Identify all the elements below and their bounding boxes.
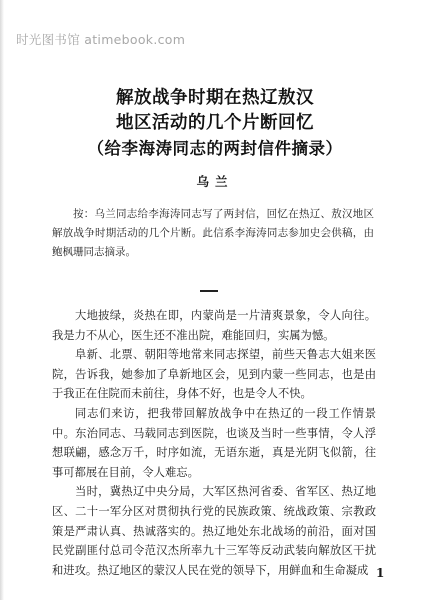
author-name: 乌兰 bbox=[196, 174, 234, 189]
body-paragraph: 大地披绿，炎热在即，内蒙尚是一片清爽景象，令人向往。我是力不从心，医生还不准出院，难能回归，实属为憾。 bbox=[52, 309, 376, 342]
title-line-2: 地区活动的几个片断回忆 bbox=[116, 113, 314, 133]
watermark: 时光图书馆 atimebook.com bbox=[16, 32, 186, 47]
body-paragraph: 阜新、北票、朝阳等地常来同志探望，前些天鲁志大姐来医院，告诉我，她参加了阜新地区会，见到内蒙一些同志，也是由于我正在住院而未前往，身体不好，也是令人不快。 bbox=[52, 348, 376, 401]
article-body bbox=[52, 306, 376, 580]
body-paragraph: 当时，冀热辽中央分局，大军区热河省委、省军区、热辽地区、二十一军分区对贯彻执行党的民族政策、统战政策、宗教政策是严肃认真、热诚落实的。热辽地处东北战场的前沿，面对国民党副匪付总司令范汉杰所率九十三军等反动武装向解放区干扰和进攻。热辽地区的蒙汉人民在党的领导下，用鲜血和生命凝成 bbox=[52, 485, 376, 577]
editor-note: 按：乌兰同志给李海涛同志写了两封信，回忆在热辽、敖汉地区解放战争时期活动的几个片断。此信系李海涛同志参加史会供稿，由鲍枫珊同志摘录。 bbox=[52, 208, 374, 258]
article-title bbox=[0, 86, 430, 161]
page-number: 1 bbox=[376, 566, 385, 580]
title-line-3: （给李海涛同志的两封信件摘录） bbox=[87, 139, 343, 158]
section-marker bbox=[200, 290, 218, 292]
title-line-1: 解放战争时期在热辽敖汉 bbox=[116, 88, 314, 108]
body-paragraph: 同志们来访，把我带回解放战争中在热辽的一段工作情景中。东治同志、马载同志到医院，也谈及当时一些事情，令人浮想联翩，感念万千，时序如流，无语东逝，真是光阴飞似箭，往事可都展在目前，令人难忘。 bbox=[52, 406, 376, 479]
